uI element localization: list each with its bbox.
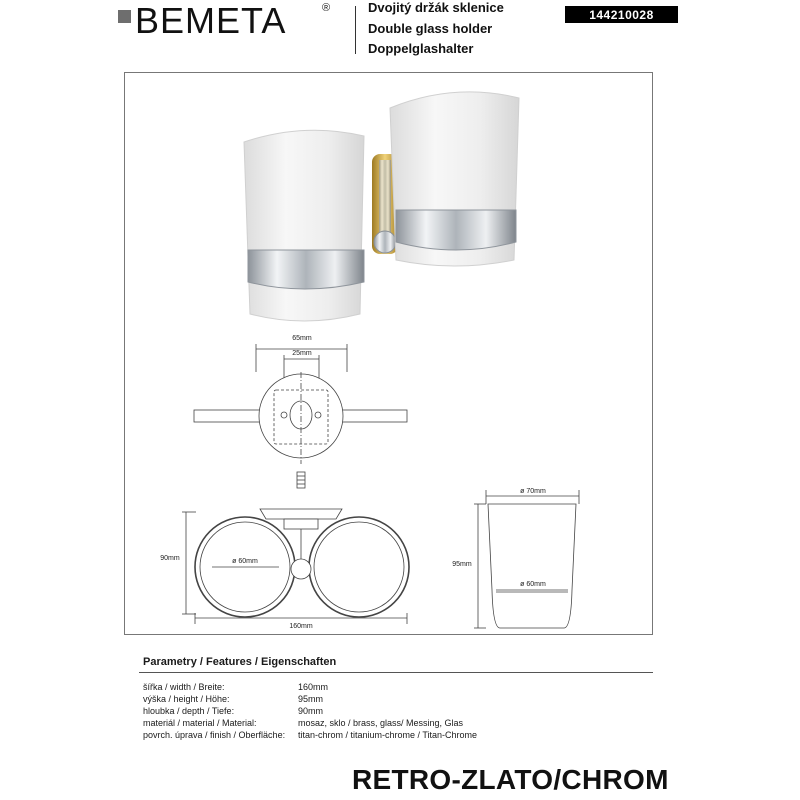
param-row: [143, 682, 663, 693]
dim-glass-height: 95mm: [452, 561, 472, 568]
param-row: [143, 718, 663, 729]
dim-plate-width: 65mm: [292, 335, 312, 342]
product-photo: [244, 92, 519, 321]
param-value: 160mm: [298, 682, 329, 692]
front-view-drawing: [182, 509, 409, 624]
param-label: šířka / width / Breite:: [143, 682, 225, 692]
title-cz: Dvojitý držák sklenice: [368, 0, 504, 15]
dim-glass-bottom: ø 60mm: [520, 581, 546, 588]
glass-left: [244, 130, 364, 321]
param-label: povrch. úprava / finish / Oberfläche:: [143, 730, 286, 740]
dim-ring-diameter: ø 60mm: [232, 558, 258, 565]
param-label: hloubka / depth / Tiefe:: [143, 706, 235, 716]
brand-logo: [118, 0, 331, 44]
dim-width: 160mm: [289, 623, 313, 630]
holder-ring-right: [396, 210, 516, 250]
mount-drawing: [194, 344, 407, 488]
title-en: Double glass holder: [368, 21, 493, 36]
registered-mark: ®: [322, 2, 331, 14]
param-label: výška / height / Höhe:: [143, 694, 230, 704]
parameters-rule: [139, 672, 653, 673]
glass-drawing: [474, 490, 579, 628]
holder-ring-left: [248, 250, 364, 289]
dim-glass-top: ø 70mm: [520, 488, 546, 495]
param-row: [143, 706, 663, 717]
dim-height: 90mm: [160, 555, 180, 562]
param-label: materiál / material / Material:: [143, 718, 257, 728]
param-value: 95mm: [298, 694, 324, 704]
product-code: 144210028: [565, 6, 678, 23]
parameters-title: Parametry / Features / Eigenschaften: [143, 656, 337, 668]
param-value: titan-chrom / titanium-chrome / Titan-Chrome: [298, 730, 478, 740]
product-drawings: [124, 72, 653, 635]
dim-screw-spacing: 25mm: [292, 350, 312, 357]
header-divider: [355, 6, 356, 54]
title-de: Doppelglashalter: [368, 41, 474, 56]
param-row: [143, 694, 663, 705]
center-knob: [374, 231, 396, 253]
logo-text: BEMETA: [135, 0, 287, 41]
param-value: 90mm: [298, 706, 324, 716]
product-variant-title: RETRO-ZLATO/CHROM: [352, 764, 669, 795]
param-row: [143, 730, 663, 741]
param-value: mosaz, sklo / brass, glass/ Messing, Glas: [298, 718, 464, 728]
logo-square: [118, 10, 131, 23]
